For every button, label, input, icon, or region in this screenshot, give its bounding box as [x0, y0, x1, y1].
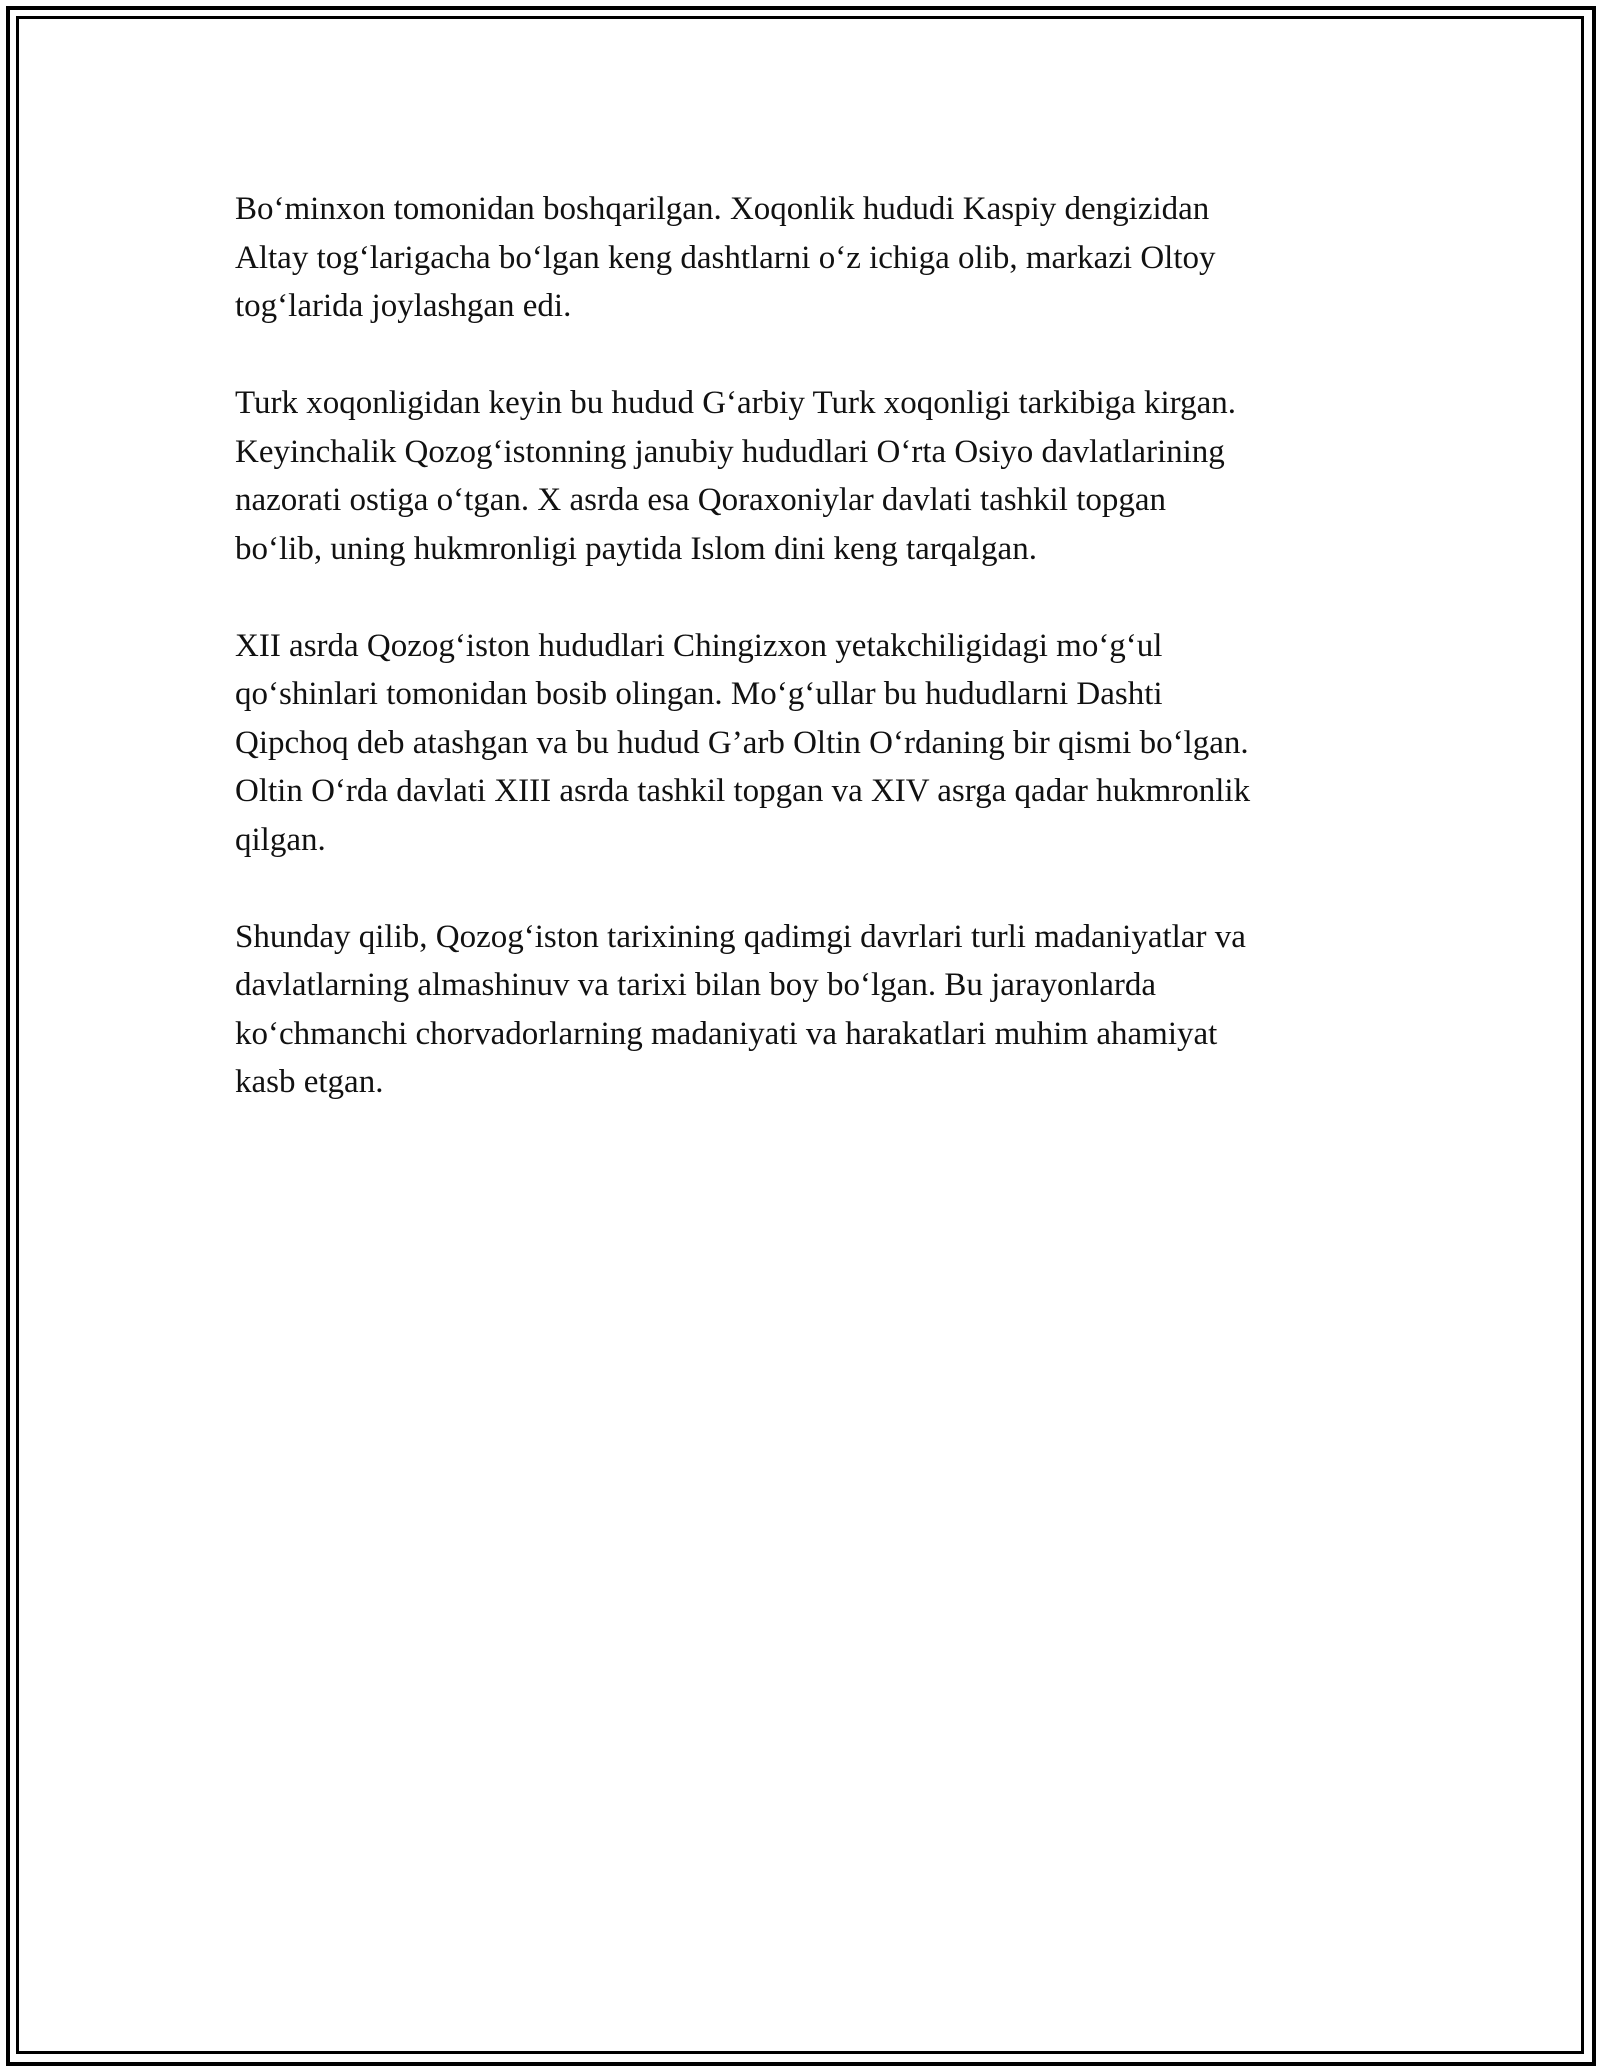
- text-line: ko‘chmanchi chorvadorlarning madaniyati va harakatlari muhim ahamiyat: [235, 1015, 1218, 1052]
- text-line: Altay tog‘larigacha bo‘lgan keng dashtlarni o‘z ichiga olib, markazi Oltoy: [235, 239, 1216, 276]
- text-line: bo‘lib, uning hukmronligi paytida Islom dini keng tarqalgan.: [235, 530, 1037, 567]
- text-line: Turk xoqonligidan keyin bu hudud G‘arbiy Turk xoqonligi tarkibiga kirgan.: [235, 385, 1236, 421]
- text-line: kasb etgan.: [235, 1064, 384, 1100]
- text-line: nazorati ostiga o‘tgan. X asrda esa Qoraxoniylar davlati tashkil topgan: [235, 482, 1167, 518]
- text-line: Shunday qilib, Qozog‘iston tarixining qadimgi davrlari turli madaniyatlar va: [235, 918, 1246, 955]
- document-body: [235, 185, 1375, 1155]
- text-line: qo‘shinlari tomonidan bosib olingan. Mo‘g‘ullar bu hududlarni Dashti: [235, 676, 1163, 712]
- paragraph-4: [235, 913, 1375, 1107]
- paragraph-3: [235, 622, 1375, 865]
- text-line: tog‘larida joylashgan edi.: [235, 288, 572, 324]
- text-line: Bo‘minxon tomonidan boshqarilgan. Xoqonlik hududi Kaspiy dengizidan: [235, 191, 1210, 227]
- paragraph-2: [235, 379, 1375, 573]
- text-line: Oltin O‘rda davlati XIII asrda tashkil topgan va XIV asrga qadar hukmronlik: [235, 773, 1251, 809]
- text-line: davlatlarning almashinuv va tarixi bilan boy bo‘lgan. Bu jarayonlarda: [235, 967, 1156, 1003]
- text-line: Keyinchalik Qozog‘istonning janubiy hududlari O‘rta Osiyo davlatlarining: [235, 433, 1225, 470]
- text-line: Qipchoq deb atashgan va bu hudud G’arb Oltin O‘rdaning bir qismi bo‘lgan.: [235, 724, 1249, 761]
- text-line: XII asrda Qozog‘iston hududlari Chingizxon yetakchiligidagi mo‘g‘ul: [235, 627, 1163, 664]
- paragraph-1: [235, 185, 1375, 331]
- text-line: qilgan.: [235, 821, 326, 858]
